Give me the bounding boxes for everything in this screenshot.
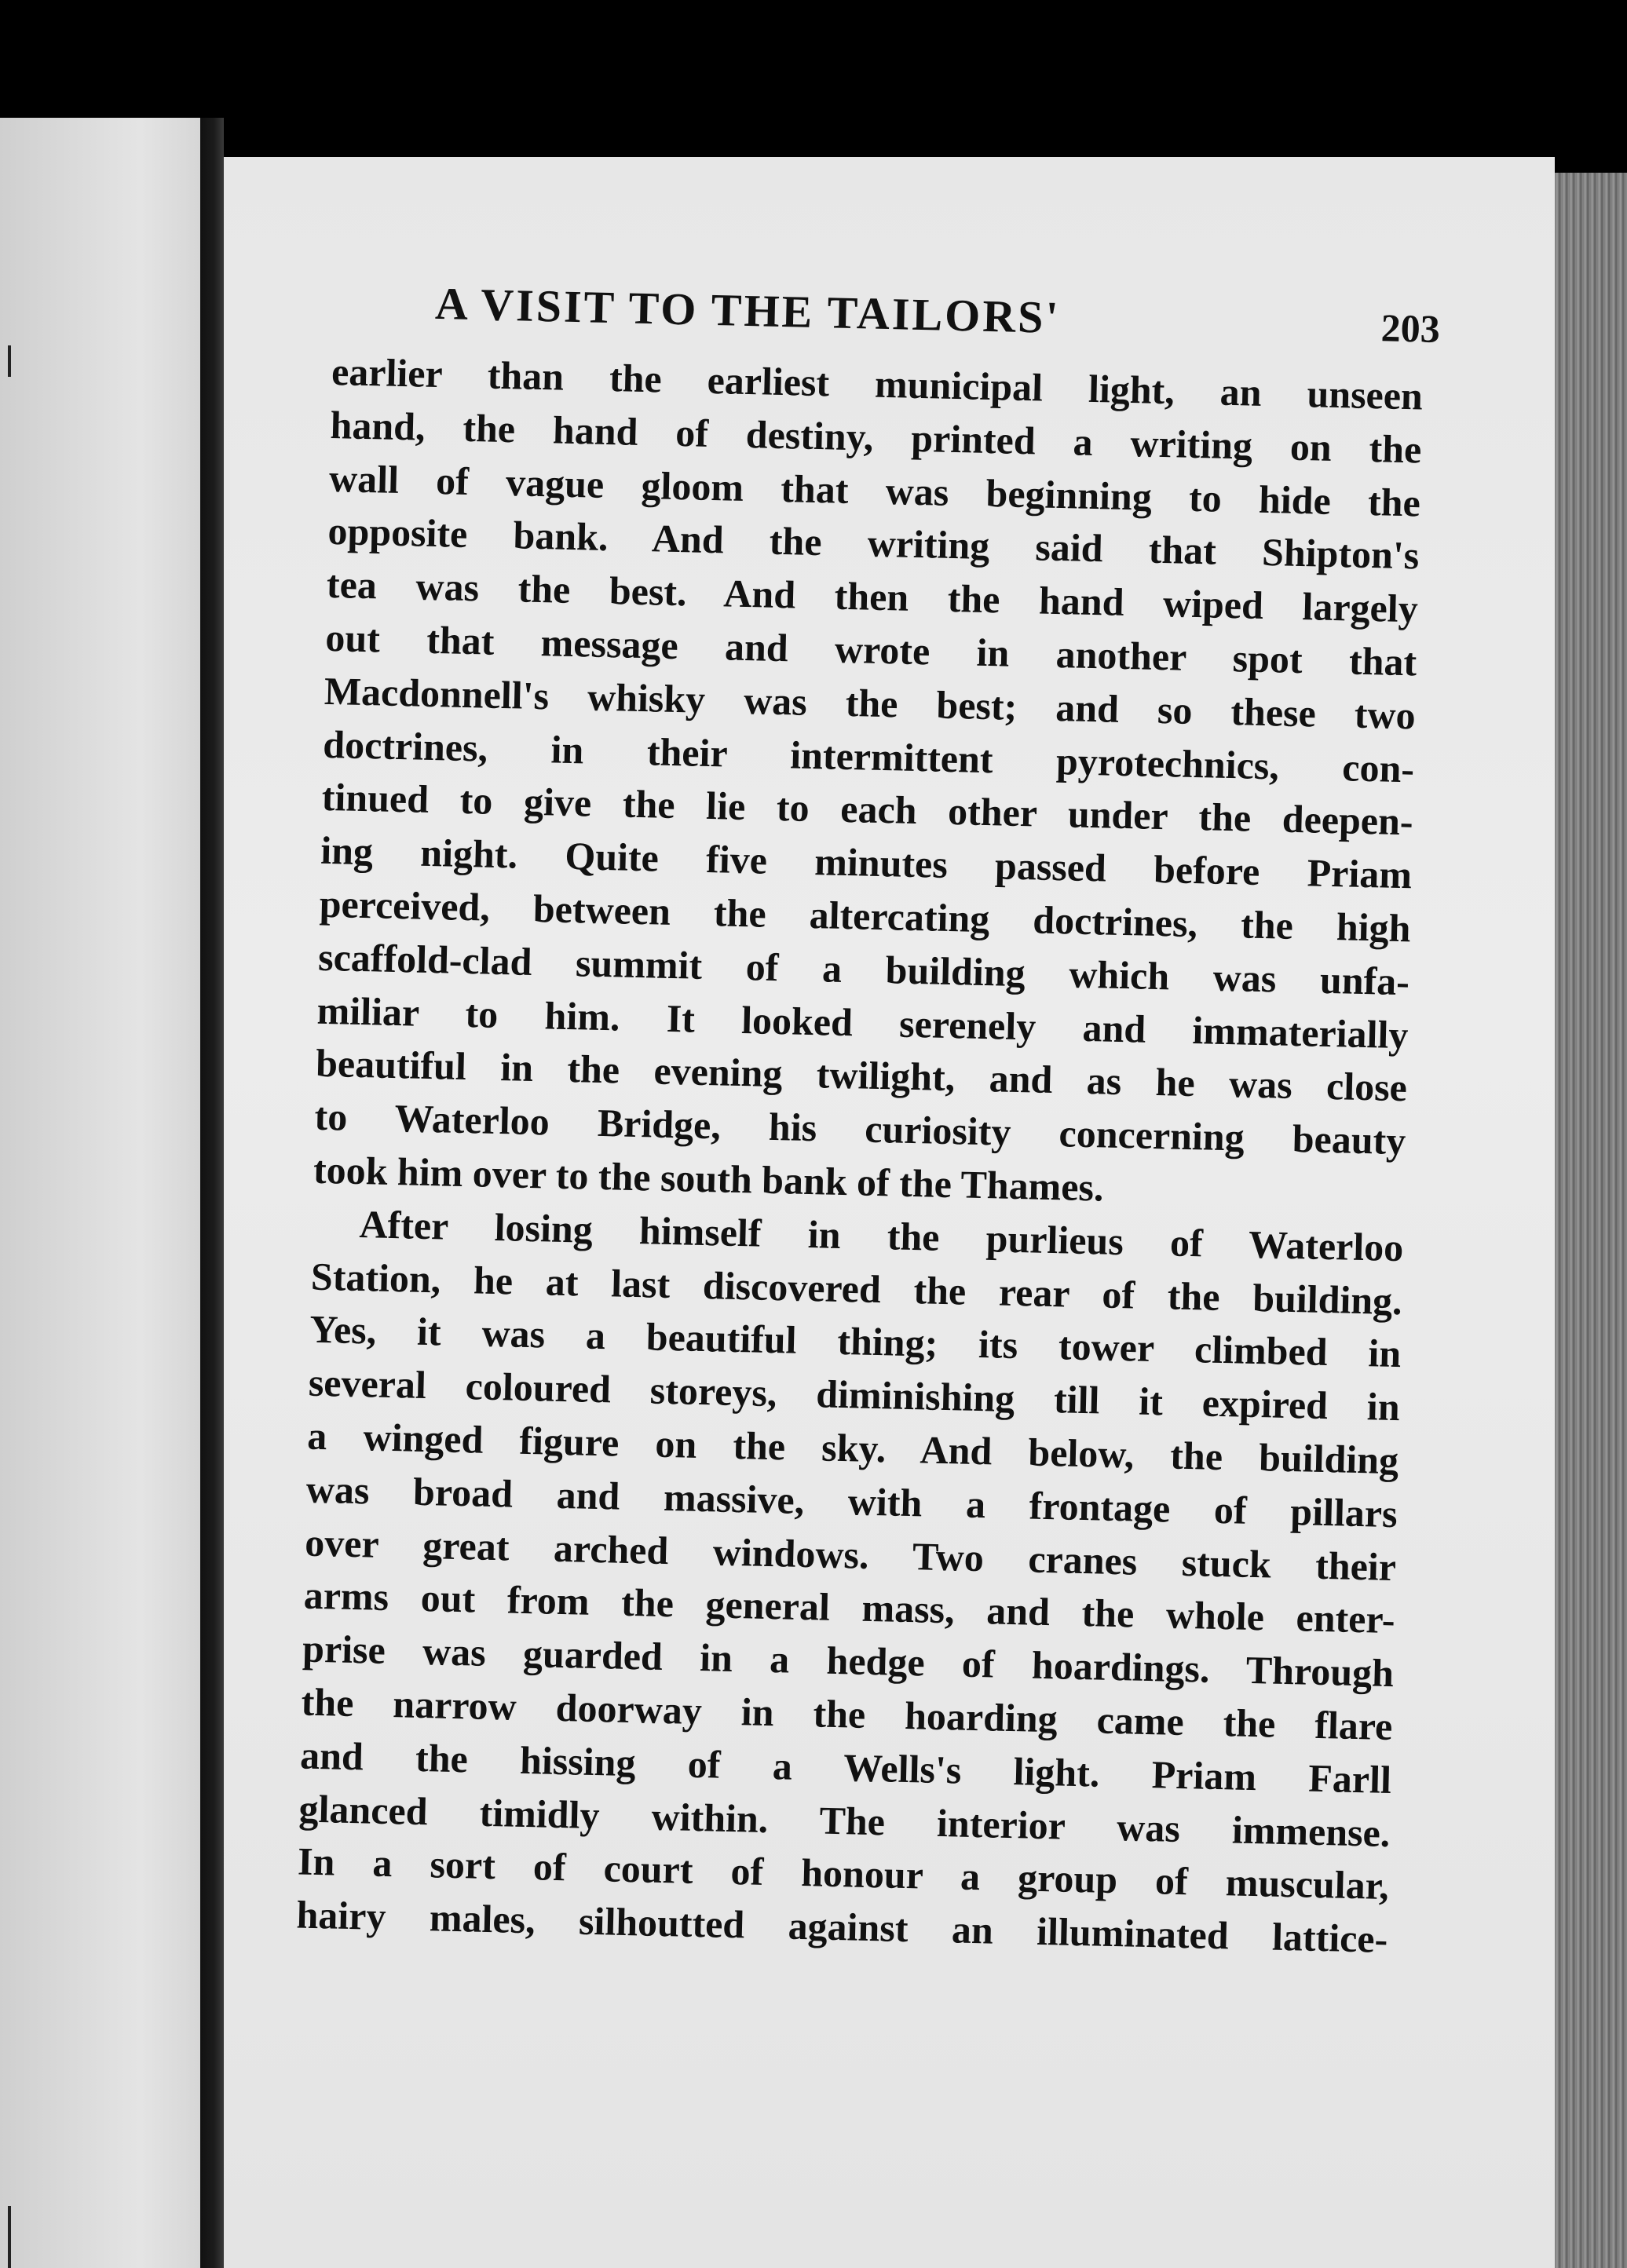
running-head: A VISIT TO THE TAILORS' xyxy=(434,277,1062,344)
page-text xyxy=(295,275,1441,1967)
text-line: After losing himself in the purlieus of Waterloo xyxy=(358,1201,1404,1269)
text-line: Yes, it was a beautiful thing; its tower climbed in xyxy=(309,1307,1402,1376)
text-line: the narrow doorway in the hoarding came the flare xyxy=(301,1679,1394,1748)
page-number: 203 xyxy=(1380,305,1441,351)
text-line: doctrines, in their intermittent pyrotechnics, con- xyxy=(322,721,1415,791)
text-line: tea was the best. And then the hand wiped largely xyxy=(326,562,1419,631)
text-line: over great arched windows. Two cranes stuck their xyxy=(304,1520,1397,1589)
text-line: tinued to give the lie to each other under the deepen- xyxy=(321,775,1414,844)
text-line: a winged figure on the sky. And below, the building xyxy=(306,1413,1399,1483)
text-line: was broad and massive, with a frontage of pillars xyxy=(305,1466,1398,1536)
text-line: several coloured storeys, diminishing till it expired in xyxy=(308,1360,1401,1430)
text-line: ing night. Quite five minutes passed before Priam xyxy=(320,827,1413,897)
paragraph xyxy=(313,345,1423,1222)
text-line: Station, he at last discovered the rear of the building. xyxy=(310,1254,1403,1323)
text-line: out that message and wrote in another spot that xyxy=(324,615,1417,685)
text-line: arms out from the general mass, and the whole enter- xyxy=(303,1572,1396,1642)
text-line: perceived, between the altercating doctrines, the high xyxy=(319,881,1412,951)
text-line: wall of vague gloom that was beginning to hide the xyxy=(328,455,1421,525)
book-page xyxy=(224,157,1555,2268)
text-line: In a sort of court of honour a group of muscular, xyxy=(297,1839,1390,1908)
text-line: scaffold-clad summit of a building which was unfa- xyxy=(317,934,1410,1004)
text-line: glanced timidly within. The interior was immense. xyxy=(298,1786,1391,1855)
text-line: earlier than the earliest municipal light, an unseen xyxy=(331,349,1424,418)
paragraph xyxy=(296,1196,1404,1966)
page-stack-edge xyxy=(1555,173,1627,2268)
text-line: opposite bank. And the writing said that Shipton's xyxy=(327,509,1420,578)
text-line: hand, the hand of destiny, printed a writing on the xyxy=(330,402,1422,472)
text-line: Macdonnell's whisky was the best; and so these two xyxy=(324,668,1417,738)
text-line: miliar to him. It looked serenely and immaterially xyxy=(316,988,1409,1057)
text-line: beautiful in the evening twilight, and as he was close xyxy=(315,1041,1408,1110)
book-gutter xyxy=(200,118,224,2268)
facing-page-mark xyxy=(8,345,11,377)
facing-page-mark xyxy=(8,2206,11,2268)
text-line: hairy males, silhoutted against an illuminated lattice- xyxy=(295,1892,1388,1962)
text-line: to Waterloo Bridge, his curiosity concerning beauty xyxy=(314,1094,1406,1163)
text-line: and the hissing of a Wells's light. Priam Farll xyxy=(299,1733,1392,1802)
facing-page-edge xyxy=(0,118,200,2268)
text-line: prise was guarded in a hedge of hoardings. Through xyxy=(302,1626,1395,1696)
body-text xyxy=(296,345,1424,1967)
text-line: took him over to the south bank of the Thames. xyxy=(313,1147,1105,1210)
